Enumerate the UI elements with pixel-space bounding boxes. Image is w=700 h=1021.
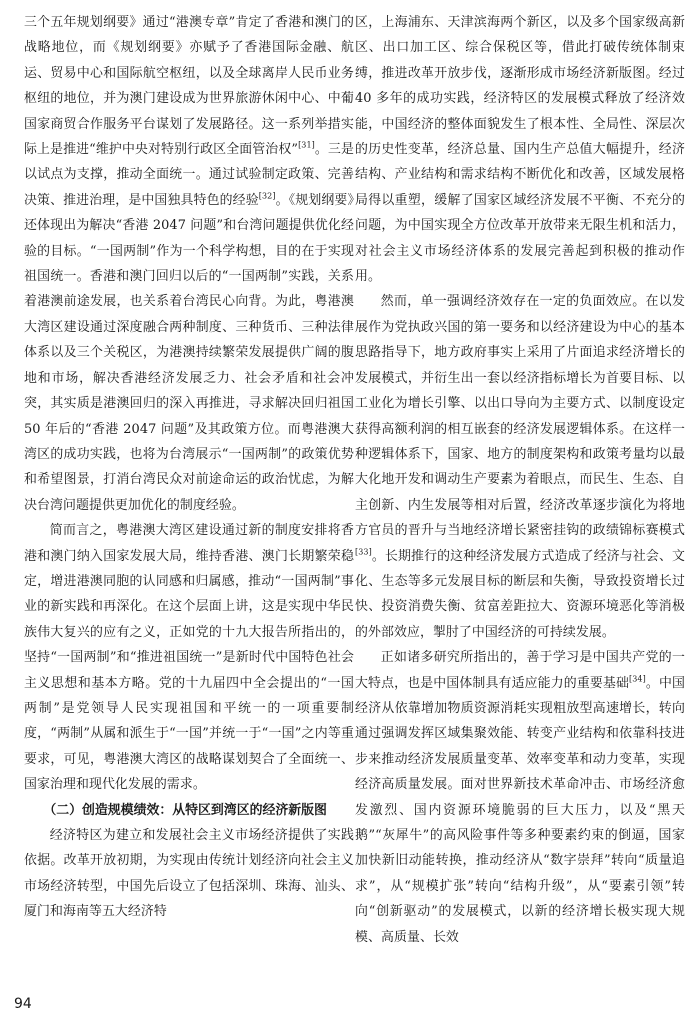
paragraph-text: 。长期推行的这种经济发展方式造成了经济与社会、文化、生态等多元发展目标的断层和失衡，导致投资增长过快、投资消费失衡、贫富差距拉大、资源环境恶化等消极的外部效应，掣肘了中国经济的可持续发展。 bbox=[355, 548, 685, 640]
paragraph bbox=[355, 289, 685, 645]
citation-ref[interactable]: [34] bbox=[629, 674, 646, 684]
paragraph-text: 。三是以试点为支撑，推动全面统一。通过试验制定政策、完善决策、推进治理，是中国独具特色的经验 bbox=[24, 142, 354, 208]
citation-ref[interactable]: [32] bbox=[258, 191, 276, 201]
paragraph-text: 然而，单一强调经济效存在一定的负面效应。在以发展作为党执政兴国的第一要务和以经济建设为中心的基本思路指导下，地方政府事实上采用了片面追求经济增长的发展模式，并衍生出一套以经济指标增长为首要目标、以工业化为增长引擎、以出口导向为主要方式、以制度设定获得高额利润的相互嵌套的经济发展逻辑体系。在这样一种逻辑体系下，国家、地方的制度架构和政策考量均以最大化地开发和调动生产要素为着眼点，而民生、生态、自主创新、内生发展等相对后置，经济改革逐步演化为将地方官员的晋升与当地经济增长紧密挂钩的政绩锦标赛模式 bbox=[355, 294, 685, 539]
paragraph-text: 正如诸多研究所指出的，善于学习是中国共产党的一大特点，也是中国体制具有适应能力的重要基础 bbox=[355, 650, 685, 691]
paragraph-text: 。中国经济从依靠增加物质资源消耗实现粗放型高速增长，转向通过强调发挥区域集聚效能、转变产业结构和依靠科技进步来推动经济发展质量变革、效率变革和动力变革，实现经济高质量发展。面对世界新技术革命冲击、市场经济愈发激烈、国内资源环境脆弱的巨大压力，以及“黑天鹅”“灰犀牛”的高风险事件等多种要素约束的倒逼，国家加快新旧动能转换，推动经济从“数字崇拜”转向“质量追求”，从“规模扩张”转向“结构升级”，从“要素引领”转向“创新驱动”的发展模式，以新的经济增长极实现大规模、高质量、长效 bbox=[355, 675, 685, 945]
paragraph: 简而言之，粤港澳大湾区建设通过新的制度安排将香港和澳门纳入国家发展大局，维持香港、澳门长期繁荣稳定，增进港澳同胞的认同感和归属感，推动“一国两制”事业的新实践和再深化。在这个层面上讲，这是实现中华民族伟大复兴的应有之义，正如党的十九大报告所指出的，坚持“一国两制”和“推进祖国统一”是新时代中国特色社会主义思想和基本方略。党的十九届四中全会提出的“一国两制”是党领导人民实现祖国和平统一的一项重要制度，“两制”从属和派生于“一国”并统一于“一国”之内等重要求，可见，粤港澳大湾区的战略谋划契合了全面统一、国家治理和现代化发展的需求。 bbox=[24, 523, 354, 793]
paragraph-text: 。《规划纲要》还体现出为解决“香港 2047 问题”和台湾问题提供优化经验的目标。“一国两制”作为一个科学构想，目的在于实现祖国统一。香港和澳门回归以后的“一国两制”实践，关系着港澳前途发展，也关系着台湾民心向背。为此，粤港澳大湾区建设通过深度融合两种制度、三种货币、三种法律体系以及三个关税区，为港澳持续繁荣发展提供广阔的腹地和市场，解决香港经济发展乏力、社会矛盾和社会冲突，其实质是港澳回归的深入再推进，寻求解决回归祖国 50 年后的“香港 2047 问题”及其政策方位。而粤港澳大湾区的成功实践，也将为台湾展示“一国两制”的政策优势和希望图景，打消台湾民众对前途命运的政治忧虑，为解决台湾问题提供更加优化的制度经验。 bbox=[24, 192, 354, 513]
left-column bbox=[24, 10, 354, 925]
citation-ref[interactable]: [31] bbox=[298, 140, 315, 150]
section-heading: （二）创造规模绩效：从特区到湾区的经济新版图 bbox=[43, 802, 327, 818]
paragraph: 经济特区为建立和发展社会主义市场经济提供了实践依据。改革开放初期，为实现由传统计划经济向社会主义市场经济转型，中国先后设立了包括深圳、珠海、汕头、厦门和海南等五大经济特 bbox=[24, 828, 354, 920]
paragraph-continued bbox=[24, 10, 354, 518]
page-number: 94 bbox=[14, 996, 32, 1012]
paragraph bbox=[355, 645, 685, 950]
right-column bbox=[355, 10, 685, 950]
paragraph-continued: 区，上海浦东、天津滨海两个新区，以及多个国家级高新区、出口加工区、综合保税区等，借此打破传统体制束缚，推进改革开放步伐，逐渐形成市场经济新版图。经过 40 多年的成功实践，经济特区的发展模式释放了经济效能，中国经济的整体面貌发生了根本性、全局性、深层次的历史性变革，经济总量、国内生产总值大幅提升，经济结构、产业结构和需求结构不断优化和改善，区域发展格局得以重塑，缓解了国家区域经济发展不平衡、不充分的问题，为中国实现全方位改革开放带来无限生机和活力，对社会主义市场经济体系的发展完善起到积极的推动作用。 bbox=[355, 15, 685, 285]
paragraph-text: 三个五年规划纲要》通过“港澳专章”肯定了香港和澳门的战略地位，而《规划纲要》亦赋予了香港国际金融、航运、贸易中心和国际航空枢纽，以及全球离岸人民币业务枢纽的地位，并为澳门建设成为世界旅游休闲中心、中葡国家商贸合作服务平台谋划了发展路径。这一系列举措实际上是推进“维护中央对特别行政区全面管治权” bbox=[24, 15, 354, 158]
citation-ref[interactable]: [33] bbox=[355, 547, 372, 557]
